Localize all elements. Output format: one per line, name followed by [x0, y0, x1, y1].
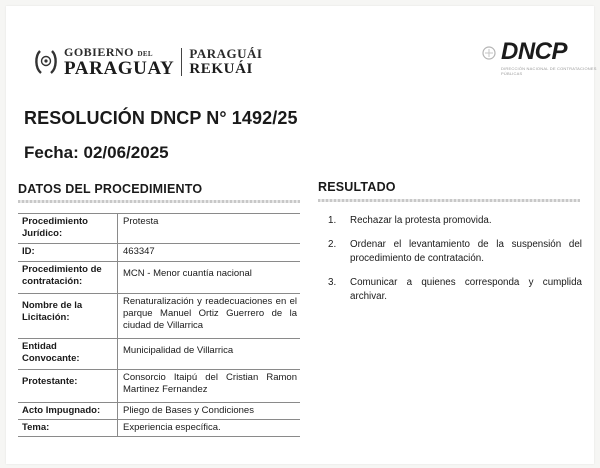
procedure-heading: DATOS DEL PROCEDIMIENTO: [18, 182, 203, 196]
row-value: Renaturalización y readecuaciones en el parque Manuel Ortiz Guerrero de la ciudad de Villarrica: [118, 294, 301, 339]
gov-text-gobierno: GOBIERNO: [64, 45, 135, 59]
list-item-number: 3.: [328, 277, 337, 288]
row-label: Protestante:: [18, 370, 118, 403]
government-logo: [34, 46, 262, 78]
table-row: [18, 294, 300, 339]
row-label: Procedimiento Jurídico:: [18, 214, 118, 244]
resolution-date: Fecha: 02/06/2025: [24, 143, 169, 162]
result-list: [324, 214, 582, 314]
table-row: [18, 214, 300, 244]
table-row: [18, 420, 300, 437]
list-item-text: Ordenar el levantamiento de la suspensión del procedimiento de contratación.: [350, 239, 582, 264]
list-item: [324, 214, 582, 228]
list-item: [324, 238, 582, 266]
coat-of-arms-icon: [34, 48, 58, 76]
list-item-text: Rechazar la protesta promovida.: [350, 215, 492, 226]
row-label: ID:: [18, 244, 118, 262]
row-value: Protesta: [118, 214, 301, 244]
list-item-text: Comunicar a quienes corresponda y cumplida archivar.: [350, 277, 582, 302]
procedure-table: [18, 213, 300, 437]
row-value: Pliego de Bases y Condiciones: [118, 403, 301, 420]
table-row: [18, 244, 300, 262]
logo-divider: [181, 48, 182, 76]
row-label: Procedimiento de contratación:: [18, 262, 118, 294]
document-page: [6, 6, 597, 464]
dncp-subtitle: DIRECCIÓN NACIONAL DE CONTRATACIONES PÚBLICAS: [501, 66, 597, 76]
dncp-logo: [483, 40, 599, 76]
list-item-number: 2.: [328, 239, 337, 250]
row-value: Consorcio Itaipú del Cristian Ramon Martinez Fernandez: [118, 370, 301, 403]
gov-text-paraguai: PARAGUÁI: [189, 46, 263, 61]
row-label: Entidad Convocante:: [18, 339, 118, 370]
list-item-number: 1.: [328, 215, 337, 226]
gov-text-del: DEL: [137, 50, 153, 58]
result-heading-rule: [318, 199, 580, 202]
table-row: [18, 370, 300, 403]
procedure-heading-rule: [18, 200, 300, 203]
row-label: Tema:: [18, 420, 118, 437]
row-label: Nombre de la Licitación:: [18, 294, 118, 339]
table-row: [18, 339, 300, 370]
list-item: [324, 276, 582, 304]
resolution-title: RESOLUCIÓN DNCP N° 1492/25: [24, 108, 298, 128]
table-row: [18, 262, 300, 294]
gov-text-paraguay: PARAGUAY: [64, 58, 175, 79]
gov-text-rekuai: REKUÁI: [189, 61, 253, 77]
row-value: Experiencia específica.: [118, 420, 301, 437]
row-label: Acto Impugnado:: [18, 403, 118, 420]
row-value: MCN - Menor cuantía nacional: [118, 262, 301, 294]
result-heading: RESULTADO: [318, 180, 396, 194]
row-value: 463347: [118, 244, 301, 262]
dncp-emblem-icon: [481, 45, 497, 61]
dncp-wordmark: DNCP: [501, 38, 568, 65]
table-row: [18, 403, 300, 420]
row-value: Municipalidad de Villarrica: [118, 339, 301, 370]
